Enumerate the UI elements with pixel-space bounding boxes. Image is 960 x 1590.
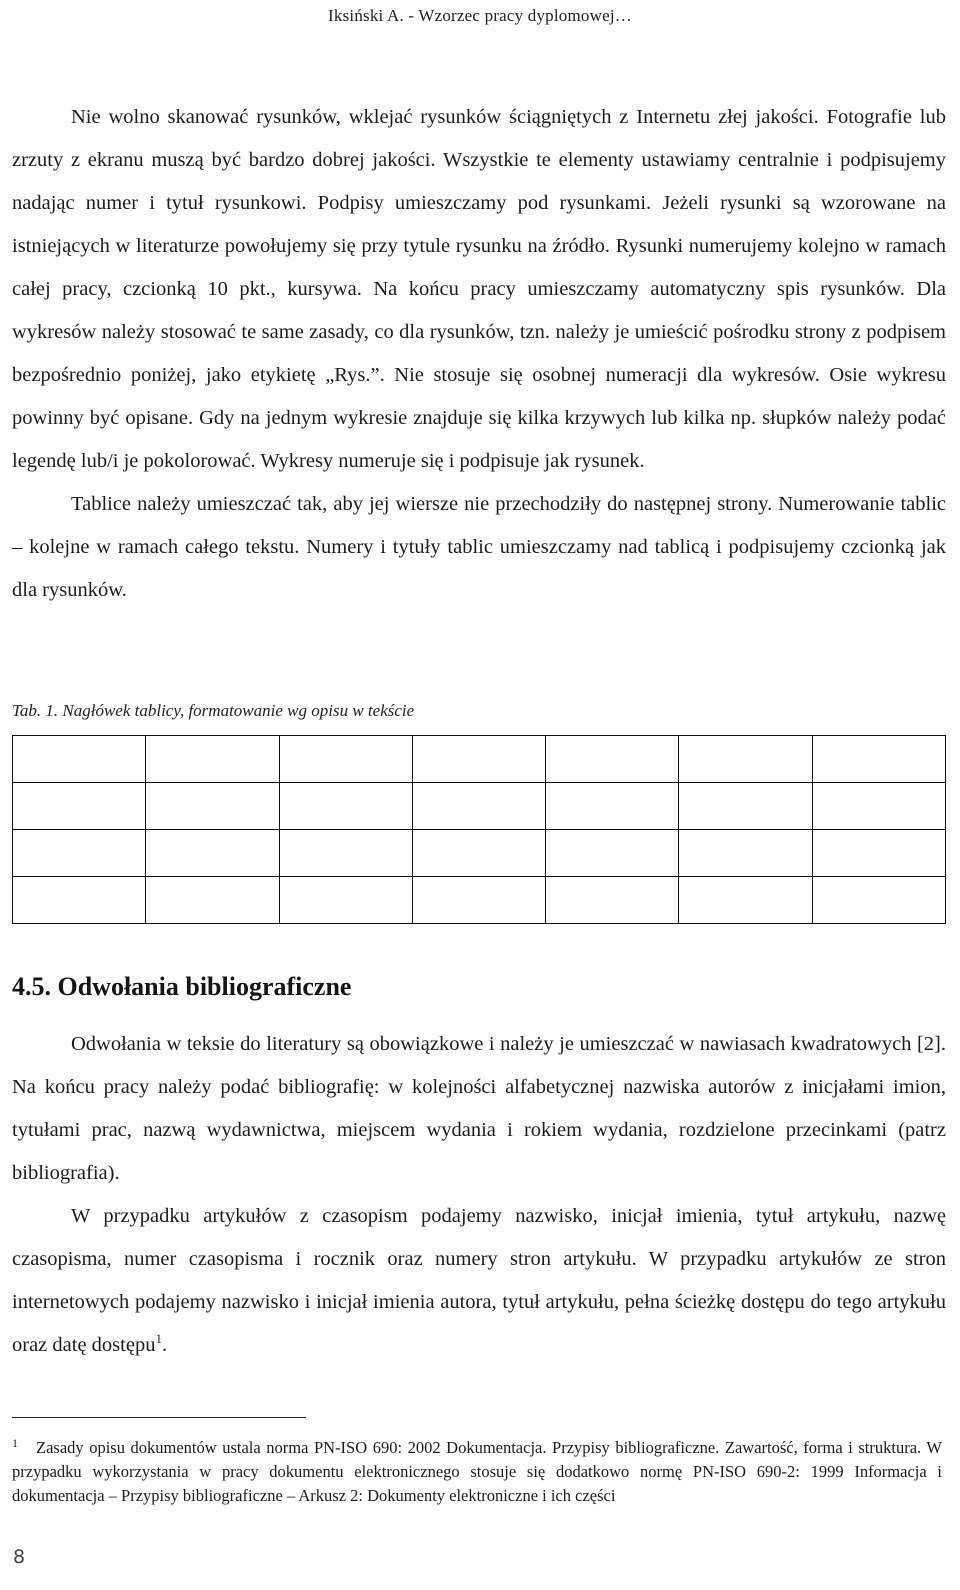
table-cell (546, 736, 679, 783)
footnote-separator (12, 1417, 306, 1418)
table-row (13, 830, 946, 877)
table-cell (279, 877, 412, 924)
empty-table (12, 735, 946, 924)
bibliography-paragraph-2-end: . (161, 1334, 168, 1356)
table-row (13, 736, 946, 783)
footnote-text: Zasady opisu dokumentów ustala norma PN-ISO 690: 2002 Dokumentacja. Przypisy bibliograficzne. Zawartość, forma i struktura. W przypadku wykorzystania w pracy dokumentu elektronicznego stosuje się dodatkowo normę PN-ISO 690-2: 1999 Informacja i dokumentacja – Przypisy bibliograficzne – Arkusz 2: Dokumenty elektroniczne i ich części (12, 1438, 942, 1505)
page-number: 8 (13, 1546, 26, 1568)
table-cell (546, 877, 679, 924)
tables-paragraph: Tablice należy umieszczać tak, aby jej wiersze nie przechodziły do następnej strony. Numerowanie tablic – kolejne w ramach całego tekstu. Numery i tytuły tablic umieszczamy nad tablicą i podpisujemy czcionką jak dla rysunków. (12, 493, 946, 601)
table-cell (546, 830, 679, 877)
table-cell (812, 783, 945, 830)
figures-paragraph: Nie wolno skanować rysunków, wklejać rysunków ściągniętych z Internetu złej jakości. Fotografie lub zrzuty z ekranu muszą być bardzo dobrej jakości. Wszystkie te elementy ustawiamy centralnie i podpisujemy nadając numer i tytuł rysunkowi. Podpisy umieszczamy pod rysunkami. Jeżeli rysunki są wzorowane na istniejących w literaturze powołujemy się przy tytule rysunku na źródło. Rysunki numerujemy kolejno w ramach całej pracy, czcionką 10 pkt., kursywa. Na końcu pracy umieszczamy automatyczny spis rysunków. Dla wykresów należy stosować te same zasady, co dla rysunków, tzn. należy je umieścić pośrodku strony z podpisem bezpośrednio poniżej, jako etykietę „Rys.”. Nie stosuje się osobnej numeracji dla wykresów. Osie wykresu powinny być opisane. Gdy na jednym wykresie znajduje się kilka krzywych lub kilka np. słupków należy podać legendę lub/i je pokolorować. Wykresy numeruje się i podpisuje jak rysunek. (12, 106, 946, 472)
footnote-reference[interactable]: 1 (155, 1331, 162, 1347)
table-cell (679, 877, 812, 924)
bibliography-paragraph-2-text: W przypadku artykułów z czasopism podajemy nazwisko, inicjał imienia, tytuł artykułu, nazwę czasopisma, numer czasopisma i rocznik oraz numery stron artykułu. W przypadku artykułów ze stron internetowych podajemy nazwisko i inicjał imienia autora, tytuł artykułu, pełna ścieżkę dostępu do tego artykułu oraz datę dostępu (12, 1205, 946, 1356)
table-cell (146, 830, 279, 877)
table-cell (679, 830, 812, 877)
table-row (13, 783, 946, 830)
figures-section-text (12, 96, 946, 612)
table-cell (13, 783, 146, 830)
page-header: Iksiński A. - Wzorzec pracy dyplomowej… (328, 6, 632, 25)
table-cell (412, 830, 545, 877)
table-cell (412, 783, 545, 830)
table-cell (13, 877, 146, 924)
table-cell (279, 830, 412, 877)
section-heading: 4.5. Odwołania bibliograficzne (12, 972, 352, 1001)
table-cell (146, 736, 279, 783)
table-cell (412, 736, 545, 783)
table-cell (146, 877, 279, 924)
table-cell (812, 830, 945, 877)
bibliography-paragraph-2 (12, 1195, 946, 1367)
table-cell (13, 736, 146, 783)
table-cell (279, 783, 412, 830)
table-cell (546, 783, 679, 830)
footnote-marker: 1 (12, 1436, 18, 1450)
table-cell (679, 736, 812, 783)
table-cell (679, 783, 812, 830)
table-cell (812, 736, 945, 783)
table-cell (279, 736, 412, 783)
table-caption: Tab. 1. Nagłówek tablicy, formatowanie wg opisu w tekście (12, 701, 415, 720)
table-cell (13, 830, 146, 877)
table-row (13, 877, 946, 924)
table-cell (812, 877, 945, 924)
footnote (12, 1431, 942, 1508)
bibliography-section-text (12, 1023, 946, 1367)
table-cell (412, 877, 545, 924)
table-cell (146, 783, 279, 830)
bibliography-paragraph-1: Odwołania w teksie do literatury są obowiązkowe i należy je umieszczać w nawiasach kwadratowych [2]. Na końcu pracy należy podać bibliografię: w kolejności alfabetycznej nazwiska autorów z inicjałami imion, tytułami prac, nazwą wydawnictwa, miejscem wydania i rokiem wydania, rozdzielone przecinkami (patrz bibliografia). (12, 1033, 946, 1184)
